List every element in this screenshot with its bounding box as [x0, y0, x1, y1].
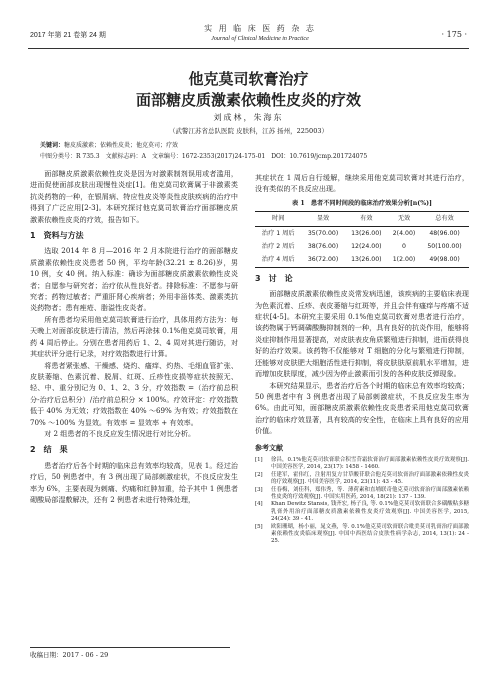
keywords-text: 糖皮质激素；依赖性皮炎；他克莫司；疗效 [64, 142, 179, 149]
table-cell: 治疗 4 周后 [261, 256, 295, 264]
affiliation: （武警江苏省总队医院 皮肤科，江苏 扬州，225003） [169, 127, 328, 135]
table-cell: 36(72.00) [307, 256, 339, 264]
table-cell: 49(98.00) [429, 256, 460, 264]
table-cell: 50(100.00) [427, 243, 462, 251]
table-cell: 13(26.00) [351, 256, 382, 264]
reference-item [255, 457, 469, 472]
reference-text: 任建军，霍伟红，注射用复方甘草酸苷联合他克莫司软膏治疗面部激素依赖性皮炎的疗效观察[J]. 中国美容医学, 2014, 23(11): 43 - 45. [271, 471, 469, 486]
page-number: · 175 · [441, 30, 467, 39]
reference-item [255, 472, 469, 487]
results-continued: 其症状在 1 周后自行缓解，继续采用他克莫司软膏对其进行治疗，没有类似的不良反应出现。 [255, 173, 469, 194]
discussion-paragraph-2: 本研究结果显示，患者治疗后各个时期的临床总有效率均较高；50 例患者中有 3 例患者出现了局部刺激症状，不良反应发生率为 6%。由此可知，面部糖皮质激素依赖性皮炎患者采用他克莫司软膏治疗的临床疗效显著，具有较高的安全性，在临床上具有良好的应用价值。 [255, 380, 469, 436]
reference-number: [1] [255, 456, 263, 463]
article-title-line1: 他克莫司软膏治疗 [188, 70, 309, 88]
references-heading: 参考文献 [255, 443, 283, 452]
authors: 刘成林，朱海东 [213, 113, 284, 122]
left-column [30, 168, 238, 505]
table-header: 有效 [360, 215, 373, 223]
table-row [255, 253, 469, 267]
table-cell: 0 [402, 243, 406, 251]
received-date: 收稿日期：2017 - 06 - 29 [30, 647, 230, 659]
table-cell: 13(26.00) [351, 229, 382, 237]
results-paragraph: 患者治疗后各个时期的临床总有效率均较高，见表 1。经过治疗后，50 例患者中，有 3 例出现了局部刺激症状，不良反应发生率为 6%，主要表现为刺痛、灼痛和红肿加重，给予其中 1 例患者砌酸局部湿敷解决，还有 2 例患者未进行特殊处理， [30, 460, 238, 504]
reference-item [255, 524, 469, 546]
section-heading-discussion: 3 讨 论 [255, 273, 293, 283]
section-heading-methods: 1 资料与方法 [30, 231, 84, 241]
reference-text: 任春梅，刘佳科，郑伟秀，等．薄荷素和直埔联奇他克莫司软膏治疗面部激素依赖性皮炎的疗效观察[J]. 中国实用医药, 2014, 18(21): 137 - 139. [271, 486, 469, 500]
issue-label: 2017 年第 21 卷第 24 期 [30, 32, 106, 39]
reference-number: [5] [255, 523, 263, 530]
journal-title-en: Journal of Clinical Medicine in Practice [211, 36, 309, 42]
journal-header [160, 23, 360, 42]
journal-title-cn: 实 用 临 床 医 药 杂 志 [204, 24, 316, 33]
table-cell: 1(2.00) [392, 256, 416, 264]
reference-text: 徐昌，0.1%他克莫司软膏联合积雪苷霜软膏治疗面部激素依赖性皮炎疗效观察[J]. 中国美容医学, 2014, 23(17): 1458 - 1460. [271, 456, 469, 471]
table-cell: 治疗 2 周后 [261, 243, 295, 251]
reference-text: 欧阳珊瑚，杨小丽，晁文燕，等. 0.1%他克莫司软膏联合吡美莫司乳膏治疗面部激素依赖性皮炎临床观察[J]. 中国中西医结合皮肤性病学杂志, 2014, 13(1): 24 - 25. [271, 523, 469, 545]
reference-text: Khan Dewitz Stansis, 钱齐宏, 杨子良, 等. 0.1%他克莫司软膏联合多磺酸粘多糖乳膏外用治疗面部糖皮质激素依赖性皮炎疗效观察[J]. 中国美容医学, 2015, 24(24): 39 - 41. [271, 501, 469, 523]
table-cell: 35(70.00) [307, 229, 339, 237]
table-cell: 2(4.00) [392, 229, 416, 237]
methods-paragraph-2: 所有患者均采用他克莫司软膏进行治疗，具体用药方法为：每天晚上对面部皮肤进行清洁，然后再涂抹 0.1%他克莫司软膏，用药 4 周后停止。分别在患者用药后 1、2、4 周对其进行随访，对其症状评分进行记录，对疗效指数进行计算。 [30, 314, 238, 359]
methods-paragraph-1: 选取 2014 年 8 月—2016 年 2 月本院进行治疗的面部糖皮质激素依赖性皮炎患者 50 例，平均年龄(32.21 ± 8.26)岁，男 10 例，女 40 例。纳入标准：确诊为面部糖皮质激素依赖性皮炎者；自愿参与研究者；治疗依从性良好者。排除标准：不愿参与研究者；药物过敏者；严重肝肾心疾病者；外用非甾体类、激素类抗炎药物者；患有痤疮、脂溢性皮炎者。 [30, 246, 238, 313]
intro-paragraph: 面部糖皮质激素依赖性皮炎是因为对激素制剂误用或者滥用，进而促使面部皮肤出现慢性炎症[1]。他克莫司软膏属于非激素类抗炎药物的一种，在银屑病、特应性皮炎等炎性皮肤疾病的治疗中得到了广泛应用[2-3]。本研究探讨他克莫司软膏治疗面部糖皮质激素依赖性皮炎的疗效，报告如下。 [30, 169, 238, 224]
methods-paragraph-4: 对 2 组患者的不良反应发生情况进行对比分析。 [44, 428, 196, 438]
section-heading-results: 2 结 果 [30, 445, 68, 455]
table-header: 显效 [316, 215, 330, 223]
discussion-paragraph-1: 面部糖皮质激素依赖性皮炎常发病迅速，该疾病的主要临床表现为色素沉着、丘疹、表皮萎缩与红斑等，并且会伴有瘙痒与疼痛不适症状[4-5]。本研究主要采用 0.1%他克莫司软膏对患者进行治疗，该药物属于钙调磷酸酶抑制剂的一种，具有良好的抗炎作用，能够将炎症抑制作用显著提高，对皮肤表皮角质繁殖进行抑制，进而获得良好的治疗效果。该药物不仅能够对 T 细胞的分化与繁殖进行抑制，还能够对皮肤肥大细胞活性进行抑制，将皮肤肤原前肌水平增加，进而增加皮肤厚度，减少因为停止激素而引发的各种皮肤反弹现象。 [255, 289, 469, 379]
methods-paragraph-3: 将患者紧张感、干燥感、烧灼、瘙痒、灼热、毛细血管扩张、皮肤萎缩、色素沉着、脱屑、红斑、丘疹性皮损等症状按照无、轻、中、重分别记为 0、1、2、3 分，疗效指数 =（治疗前总积分-治疗后总积分）/治疗前总积分 × 100%。疗效评定：疗效指数低于 40% 为无效；疗效指数在 40% ～69% 为有效；疗效指数在 70% ～100% 为显效。有效率 = 显效率 + 有效率。 [30, 360, 238, 427]
table-header: 时间 [272, 215, 285, 223]
header-rule [28, 48, 469, 49]
reference-item [255, 501, 469, 523]
table-header: 无效 [397, 215, 411, 223]
keywords [40, 140, 178, 149]
reference-number: [2] [255, 471, 263, 478]
table-cell: 38(76.00) [307, 243, 339, 251]
reference-item [255, 487, 469, 502]
table-cell: 12(24.00) [351, 243, 382, 251]
article-title-line2: 面部糖皮质激素依赖性皮炎的疗效 [135, 91, 361, 109]
table-cell: 48(96.00) [429, 229, 460, 237]
keywords-label: 关键词： [40, 142, 65, 149]
table-cell: 治疗 1 周后 [261, 229, 295, 237]
table-caption: 表 1 患者不同时间段的临床治疗效果分析[n(%)] [292, 199, 432, 207]
right-column [255, 172, 469, 546]
table-header-row [255, 212, 469, 226]
classification-line: 中图分类号：R 735.3 文献标志码：A 文章编号：1672-2353(2017)24-175-01 DOI：10.7619/jcmp.201724075 [40, 153, 368, 160]
reference-number: [3] [255, 486, 263, 493]
reference-number: [4] [255, 501, 263, 508]
results-table [255, 211, 469, 268]
table-header: 总有效 [435, 215, 454, 223]
table-row [255, 226, 469, 240]
table-row [255, 240, 469, 253]
